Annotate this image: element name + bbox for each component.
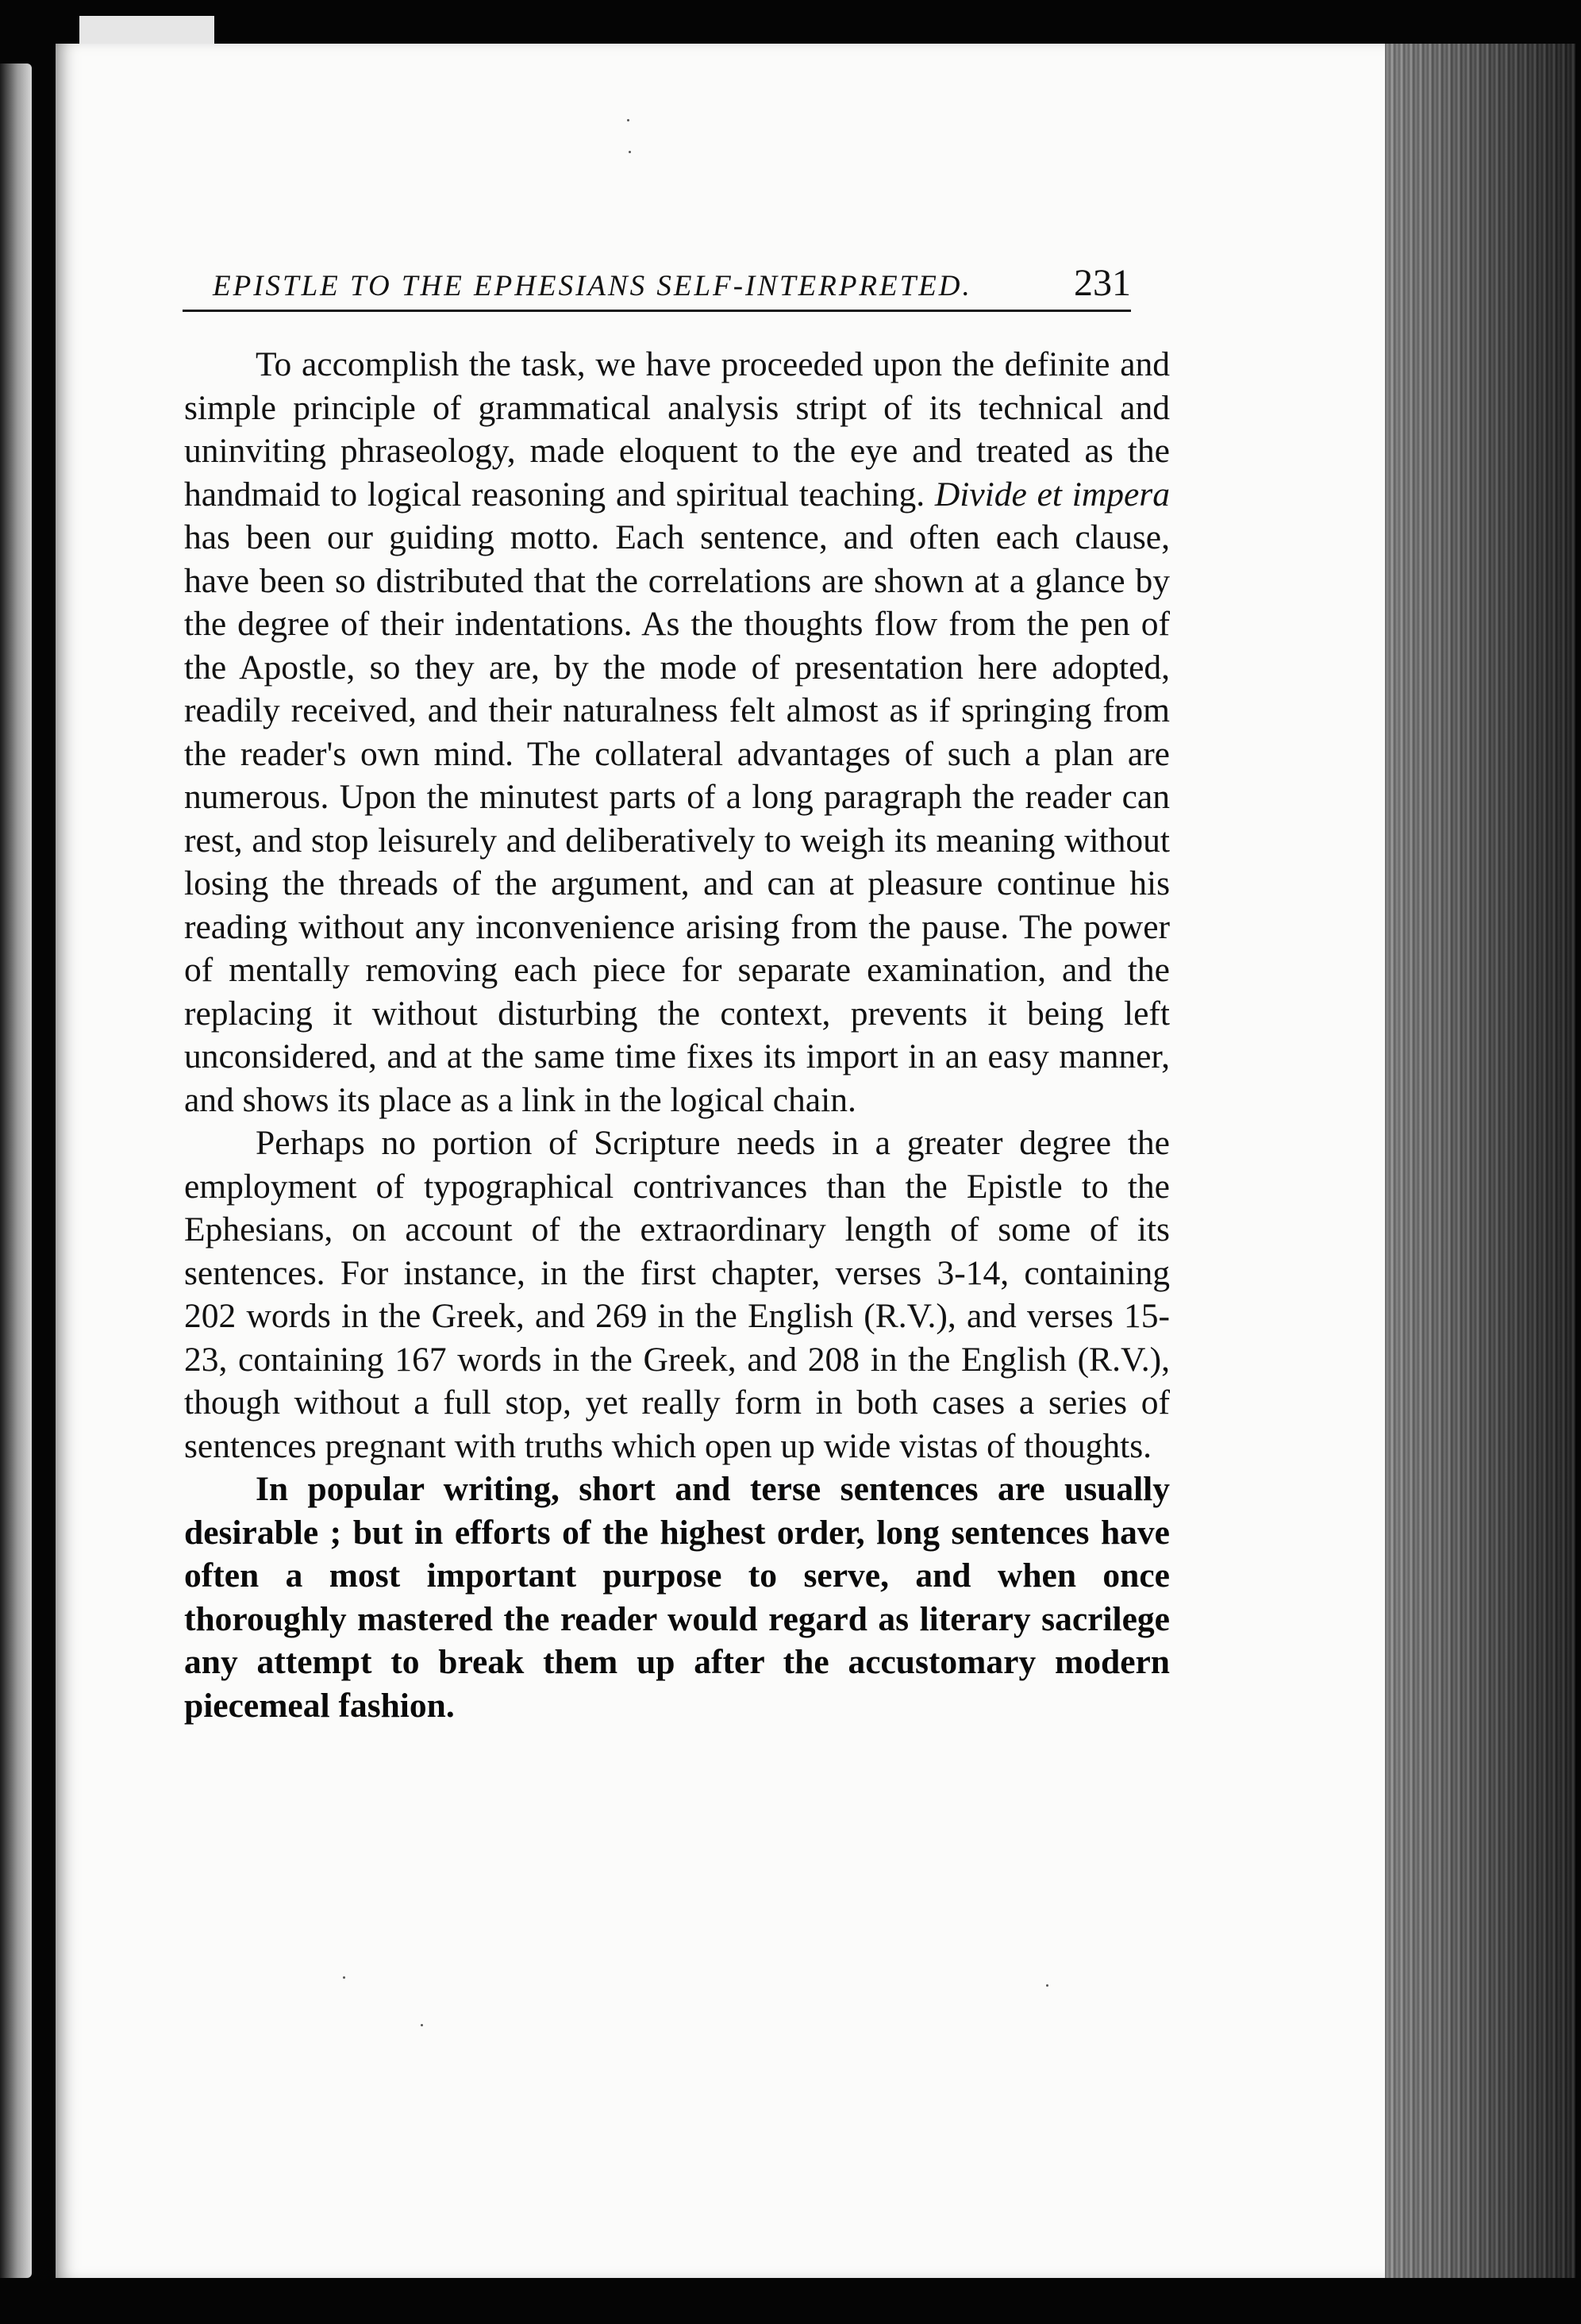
page-number: 231 [1074, 262, 1131, 304]
paragraph-1-lead: To accomplish the task, we have proceeded upon the definite and simple principle of grammatical analysis stript of its technical and uninviting phraseology, made eloquent to the eye and treated as the handmaid to logical reasoning and spiritual teaching. [184, 345, 1170, 514]
paper-speck [343, 1976, 345, 1979]
running-head [183, 252, 1131, 312]
paragraph-1-emphasis: Divide et impera [934, 475, 1170, 514]
paper-speck [629, 151, 631, 153]
paper-speck [627, 119, 629, 121]
paragraph-3: In popular writing, short and terse sentences are usually desirable ; but in efforts of the highest order, long sentences have often a most important purpose to serve, and when once thoroughly mastered the reader would regard as literary sacrilege any attempt to break them up after the accustomary modern piecemeal fashion. [184, 1470, 1170, 1725]
body-text [184, 343, 1170, 1727]
paper-speck [421, 2024, 423, 2026]
left-page-edge [0, 63, 32, 2278]
running-head-title: EPISTLE TO THE EPHESIANS SELF-INTERPRETED. [213, 270, 972, 302]
paper-speck [1046, 1984, 1048, 1987]
paragraph-1-rest: has been our guiding motto. Each sentence, and often each clause, have been so distributed that the correlations are shown at a glance by the degree of their indentations. As the thoughts flow from the pen of the Apostle, so they are, by the mode of presentation here adopted, readily received, and their naturalness felt almost as if springing from the reader's own mind. The collateral advantages of such a plan are numerous. Upon the minutest parts of a long paragraph the reader can rest, and stop leisurely and deliberatively to weigh its meaning without losing the threads of the argument, and can at pleasure continue his reading without any inconvenience arising from the pause. The power of mentally removing each piece for separate examination, and the replacing it without disturbing the context, prevents it being left unconsidered, and at the same time fixes its import in an easy manner, and shows its place as a link in the logical chain. [184, 518, 1170, 1119]
paragraph-1 [184, 343, 1170, 1122]
paragraph-2: Perhaps no portion of Scripture needs in a greater degree the employment of typographical contrivances than the Epistle to the Ephesians, on account of the extraordinary length of some of its sentences. For instance, in the first chapter, verses 3-14, containing 202 words in the Greek, and 269 in the English (R.V.), and verses 15-23, containing 167 words in the Greek, and 208 in the English (R.V.), though without a full stop, yet really form in both cases a series of sentences pregnant with truths which open up wide vistas of thoughts. [184, 1124, 1170, 1465]
book-fore-edge [1385, 44, 1575, 2278]
